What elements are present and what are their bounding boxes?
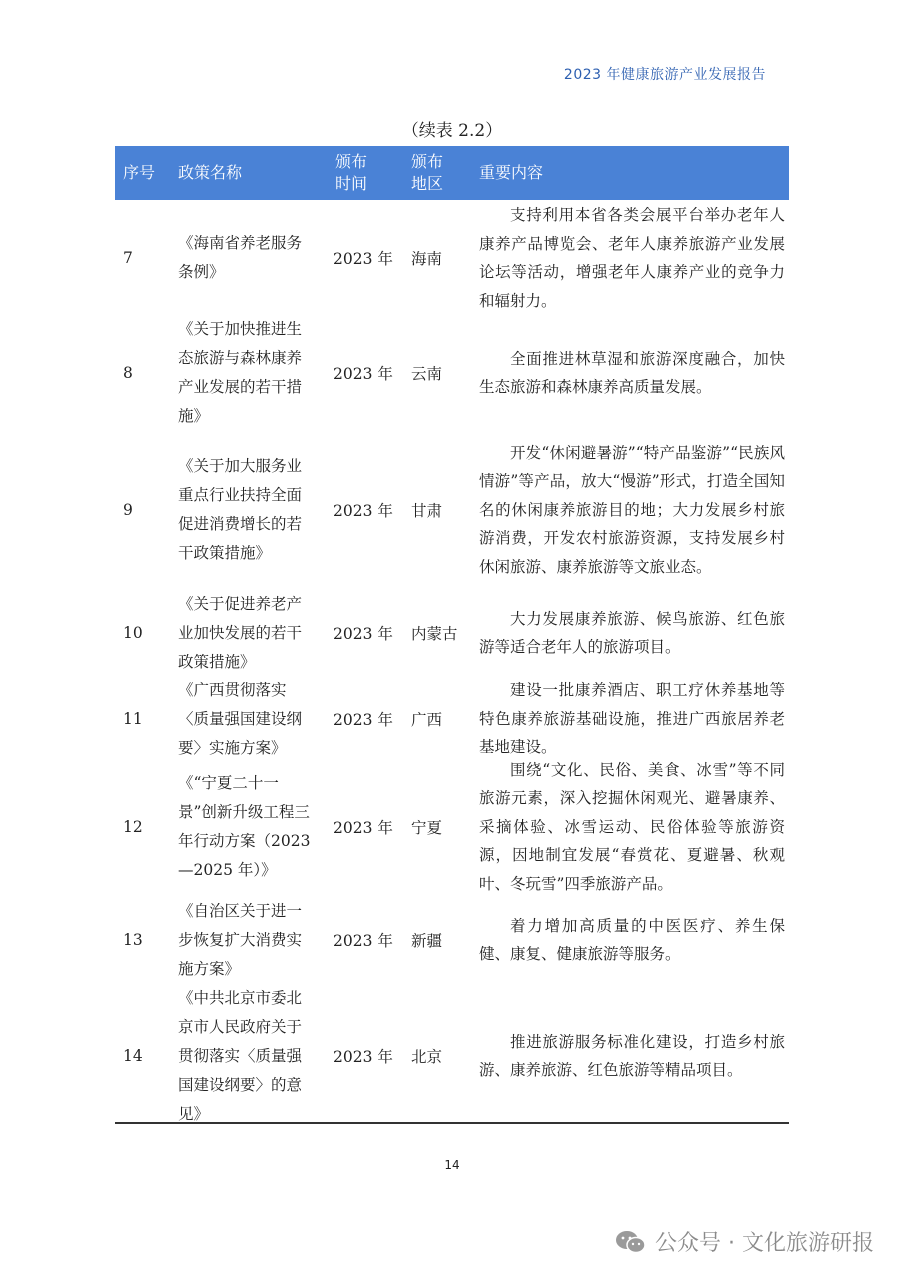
table-row <box>115 676 789 762</box>
row-number: 14 <box>123 1047 143 1065</box>
wechat-icon <box>615 1230 647 1254</box>
policy-content: 着力增加高质量的中医医疗、养生保健、康复、健康旅游等服务。 <box>479 916 785 963</box>
table-row <box>115 200 789 316</box>
policy-name: 《关于促进养老产业加快发展的若干政策措施》 <box>178 594 303 671</box>
row-number: 13 <box>123 931 143 949</box>
issue-year: 2023 年 <box>333 365 393 383</box>
policy-content: 支持利用本省各类会展平台举办老年人康养产品博览会、老年人康养旅游产业发展论坛等活动，增强老年人康养产业的竞争力和辐射力。 <box>479 206 785 310</box>
wechat-watermark <box>615 1226 874 1257</box>
header-year: 颁布 时间 <box>335 152 368 193</box>
policy-table <box>115 146 789 1124</box>
issue-region: 内蒙古 <box>411 625 458 643</box>
issue-year: 2023 年 <box>333 502 393 520</box>
row-number: 8 <box>123 364 133 382</box>
policy-name: 《自治区关于进一步恢复扩大消费实施方案》 <box>178 901 303 978</box>
issue-region: 宁夏 <box>411 819 443 837</box>
row-number: 7 <box>123 249 133 267</box>
table-row <box>115 762 789 892</box>
table-bottom-rule <box>115 1122 789 1124</box>
policy-content: 开发“休闲避暑游”“特产品鉴游”“民族风情游”等产品，放大“慢游”形式，打造全国知名的休闲康养旅游目的地；大力发展乡村旅游消费，开发农村旅游资源，支持发展乡村休闲旅游、康养旅游等文旅业态。 <box>479 443 785 576</box>
policy-content: 大力发展康养旅游、候鸟旅游、红色旅游等适合老年人的旅游项目。 <box>479 609 785 656</box>
policy-name: 《关于加快推进生态旅游与森林康养产业发展的若干措施》 <box>178 320 303 425</box>
table-header <box>115 146 789 200</box>
policy-content: 全面推进林草湿和旅游深度融合，加快生态旅游和森林康养高质量发展。 <box>479 349 785 396</box>
issue-region: 海南 <box>411 250 443 268</box>
policy-content: 围绕“文化、民俗、美食、冰雪”等不同旅游元素，深入挖掘休闲观光、避暑康养、采摘体验、冰雪运动、民俗体验等旅游资源，因地制宜发展“春赏花、夏避暑、秋观叶、冬玩雪”四季旅游产品。 <box>479 760 785 893</box>
row-number: 9 <box>123 501 133 519</box>
running-header: 2023 年健康旅游产业发展报告 <box>563 67 766 83</box>
row-number: 12 <box>123 818 143 836</box>
policy-name: 《广西贯彻落实〈质量强国建设纲要〉实施方案》 <box>178 680 303 757</box>
policy-name: 《中共北京市委北京市人民政府关于贯彻落实〈质量强国建设纲要〉的意见》 <box>178 988 303 1123</box>
table-row <box>115 892 789 988</box>
header-policy-name: 政策名称 <box>178 163 243 182</box>
policy-name: 《海南省养老服务条例》 <box>178 234 303 281</box>
table-row <box>115 430 789 590</box>
header-content: 重要内容 <box>479 163 544 182</box>
issue-year: 2023 年 <box>333 625 393 643</box>
page-number: 14 <box>444 1158 460 1172</box>
table-row <box>115 316 789 430</box>
issue-year: 2023 年 <box>333 250 393 268</box>
issue-region: 广西 <box>411 711 443 729</box>
watermark-text: 公众号 · 文化旅游研报 <box>655 1231 874 1256</box>
issue-region: 云南 <box>411 365 443 383</box>
issue-region: 新疆 <box>411 932 443 950</box>
row-number: 10 <box>123 624 143 642</box>
table-row <box>115 988 789 1124</box>
issue-year: 2023 年 <box>333 932 393 950</box>
table-caption: （续表 2.2） <box>401 121 503 141</box>
issue-year: 2023 年 <box>333 711 393 729</box>
issue-year: 2023 年 <box>333 819 393 837</box>
issue-region: 北京 <box>411 1048 443 1066</box>
issue-region: 甘肃 <box>411 502 443 520</box>
issue-year: 2023 年 <box>333 1048 393 1066</box>
header-no: 序号 <box>123 163 156 182</box>
policy-content: 推进旅游服务标准化建设，打造乡村旅游、康养旅游、红色旅游等精品项目。 <box>479 1032 785 1079</box>
policy-name: 《关于加大服务业重点行业扶持全面促进消费增长的若干政策措施》 <box>178 457 303 562</box>
header-region: 颁布 地区 <box>411 152 444 193</box>
table-row <box>115 590 789 676</box>
policy-content: 建设一批康养酒店、职工疗休养基地等特色康养旅游基础设施，推进广西旅居养老基地建设。 <box>479 681 785 757</box>
policy-name: 《“宁夏二十一景”创新升级工程三年行动方案（2023—2025 年）》 <box>178 774 311 879</box>
row-number: 11 <box>123 710 143 728</box>
